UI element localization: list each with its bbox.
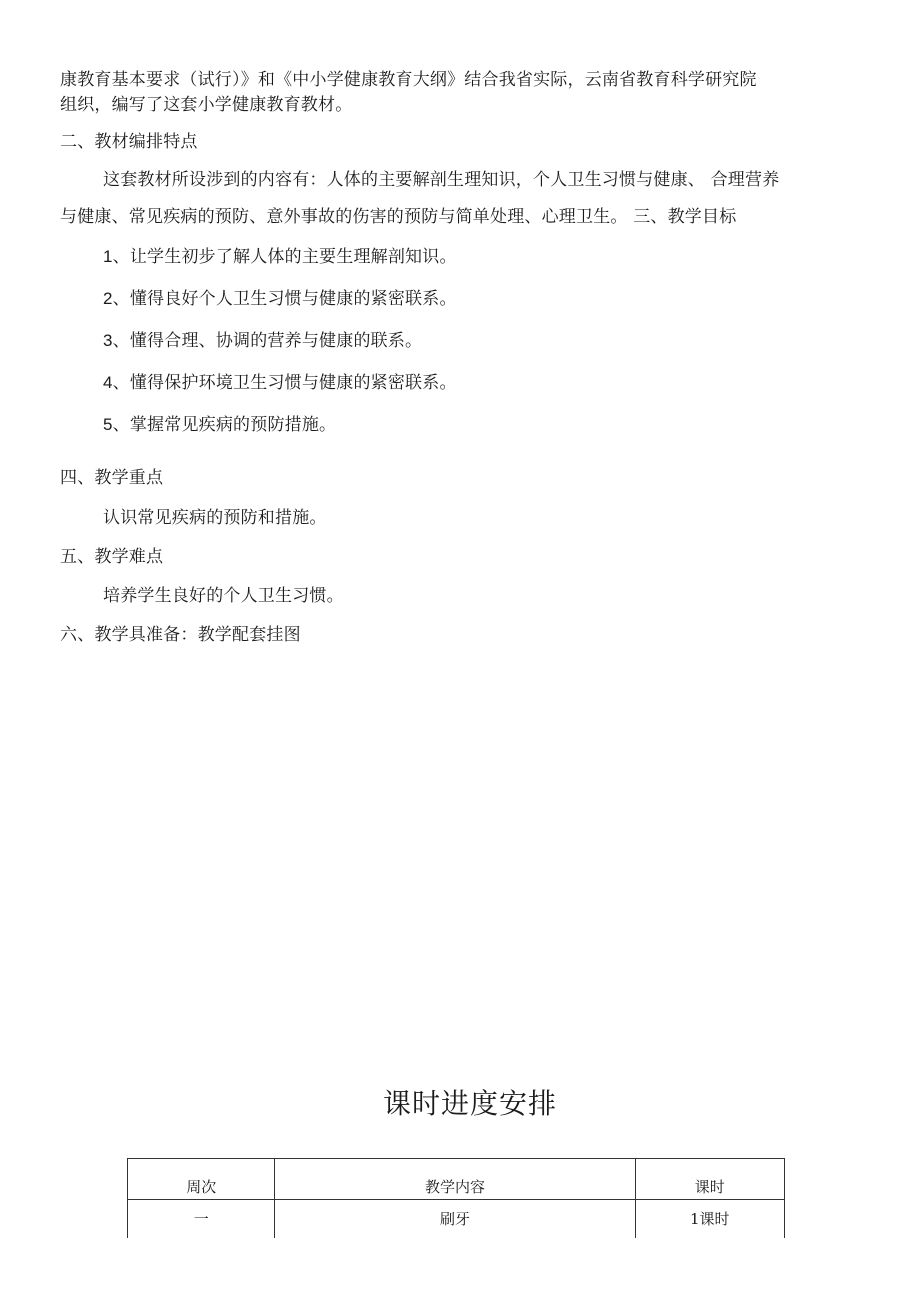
cell-content: 刷牙 <box>275 1200 635 1239</box>
cell-hours: 1课时 <box>635 1200 784 1239</box>
table-header-row <box>128 1159 785 1200</box>
goal-number: 1 <box>103 247 113 266</box>
schedule-title: 课时进度安排 <box>382 1087 557 1120</box>
goal-text: 、懂得良好个人卫生习惯与健康的紧密联系。 <box>112 289 457 309</box>
header-week: 周次 <box>128 1159 275 1200</box>
header-content: 教学内容 <box>275 1159 635 1200</box>
section-5-heading: 五、教学难点 <box>60 547 164 567</box>
section-2-paragraph-line-2: 与健康、常见疾病的预防、意外事故的伤害的预防与简单处理、心理卫生。 三、教学目标 <box>60 207 737 227</box>
goal-number: 4 <box>103 373 113 392</box>
goal-item-4 <box>103 373 457 393</box>
header-hours: 课时 <box>635 1159 784 1200</box>
goal-text: 、懂得保护环境卫生习惯与健康的紧密联系。 <box>112 373 457 393</box>
goal-item-2 <box>103 289 457 309</box>
goal-number: 5 <box>103 415 113 434</box>
goal-text: 、懂得合理、协调的营养与健康的联系。 <box>112 331 423 351</box>
section-2-heading: 二、教材编排特点 <box>60 132 198 152</box>
schedule-table <box>127 1158 785 1238</box>
section-6-heading: 六、教学具准备：教学配套挂图 <box>60 625 301 645</box>
cell-week: 一 <box>128 1200 275 1239</box>
intro-line-2: 组织，编写了这套小学健康教育教材。 <box>60 95 353 115</box>
goal-item-1 <box>103 247 457 267</box>
goal-number: 2 <box>103 289 113 308</box>
goal-item-5 <box>103 415 336 435</box>
section-4-heading: 四、教学重点 <box>60 468 164 488</box>
goal-number: 3 <box>103 331 113 350</box>
goal-text: 、掌握常见疾病的预防措施。 <box>112 415 337 435</box>
intro-line-1: 康教育基本要求（试行）》和《中小学健康教育大纲》结合我省实际，云南省教育科学研究院 <box>60 70 757 90</box>
goal-item-3 <box>103 331 422 351</box>
goal-text: 、让学生初步了解人体的主要生理解剖知识。 <box>112 247 457 267</box>
section-5-text: 培养学生良好的个人卫生习惯。 <box>103 586 344 606</box>
section-2-paragraph-line-1: 这套教材所设涉到的内容有：人体的主要解剖生理知识，个人卫生习惯与健康、 合理营养 <box>103 170 780 190</box>
section-4-text: 认识常见疾病的预防和措施。 <box>103 508 327 528</box>
table-row <box>128 1200 785 1239</box>
